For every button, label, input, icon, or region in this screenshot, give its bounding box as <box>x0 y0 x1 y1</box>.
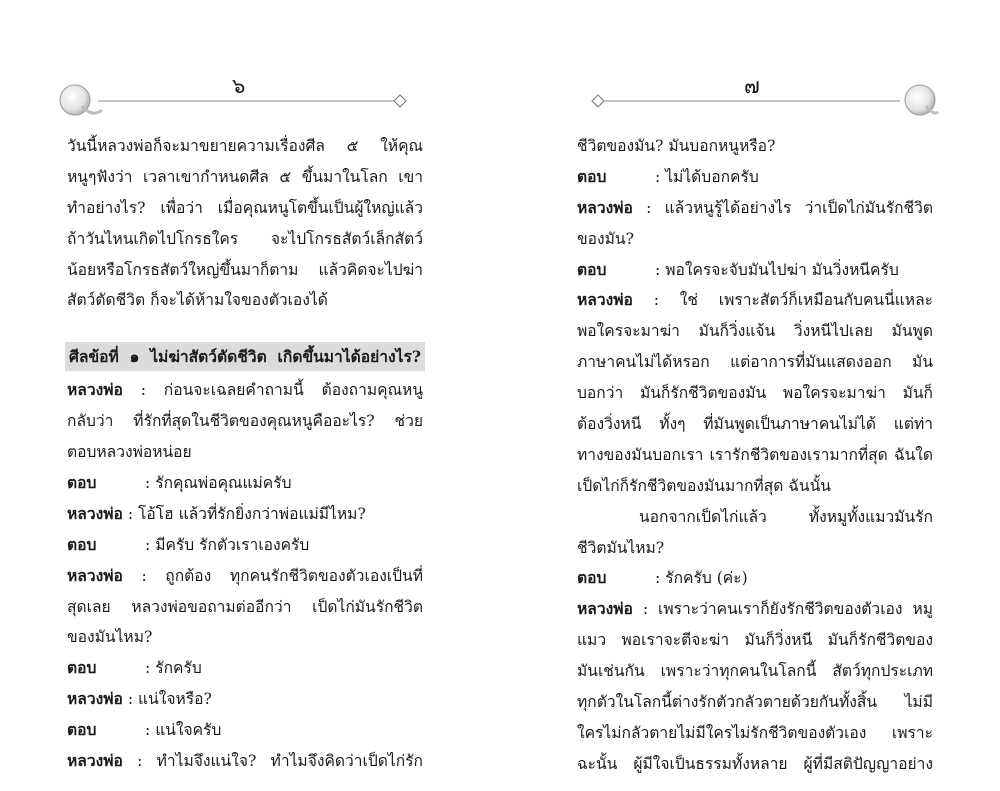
dialogue-text: : แน่ใจหรือ? <box>127 690 212 709</box>
dialogue-line <box>577 594 933 625</box>
body-line: ชีวิตมันไหม? <box>577 538 665 557</box>
dialogue-continuation: แมว พอเราจะตีจะฆ่า มันก็วิ่งหนี มันก็รักชีวิตของ <box>577 631 933 650</box>
speaker-label: หลวงพ่อ <box>577 599 633 619</box>
dialogue-line <box>577 285 933 316</box>
intro-line: สัตว์ตัดชีวิต ก็จะได้ห้ามใจของตัวเองได้ <box>67 291 328 310</box>
right-page <box>500 0 1000 791</box>
speaker-label: หลวงพ่อ <box>67 380 123 400</box>
dialogue-line <box>577 255 933 286</box>
speaker-label: หลวงพ่อ <box>67 751 123 771</box>
dialogue-line <box>67 375 423 406</box>
dialogue-text: : มีครับ รักตัวเราเองครับ <box>145 535 310 554</box>
section-heading: ศีลข้อที่ ๑ ไม่ฆ่าสัตว์ตัดชีวิต เกิดขึ้นมาได้อย่างไร? <box>65 342 425 371</box>
dialogue-continuation: ของมัน? <box>577 229 634 248</box>
dialogue-text: : ไม่ได้บอกครับ <box>655 167 759 186</box>
dialogue-continuation: พอใครจะมาฆ่า มันก็วิ่งแจ้น วิ่งหนีไปเลย มันพูด <box>577 322 933 341</box>
dialogue-text: : แน่ใจครับ <box>145 721 222 740</box>
dialogue-text: : แล้วหนูรู้ได้อย่างไร ว่าเป็ดไก่มันรักชีวิต <box>646 198 933 217</box>
dialogue-continuation: บอกว่า มันก็รักชีวิตของมัน พอใครจะมาฆ่า มันก็ <box>577 384 933 403</box>
dialogue-text: : ก่อนจะเฉลยคำถามนี้ ต้องถามคุณหนู <box>140 381 423 400</box>
dialogue-continuation: เป็ดไก่ก็รักชีวิตของมันมากที่สุด ฉันนั้น <box>577 476 831 495</box>
dialogue-line <box>67 499 423 530</box>
dialogue-text: : ถูกต้อง ทุกคนรักชีวิตของตัวเองเป็นที่ <box>141 566 423 585</box>
dialogue-text: : พอใครจะจับมันไปฆ่า มันวิ่งหนีครับ <box>655 260 899 279</box>
dialogue-line <box>67 715 423 746</box>
dialogue-continuation: ภาษาคนไม่ได้หรอก แต่อาการที่มันแสดงออก มัน <box>577 353 933 372</box>
speaker-label: ตอบ <box>577 166 607 186</box>
page-number: ๗ <box>744 74 760 98</box>
body-line: นอกจากเป็ดไก่แล้ว ทั้งหมูทั้งแมวมันรัก <box>639 507 933 526</box>
dialogue-text: : รักครับ (ค่ะ) <box>655 569 748 588</box>
dialogue-text: : ทำไมจึงแน่ใจ? ทำไมจึงคิดว่าเป็ดไก่รัก <box>137 752 423 771</box>
page-number: ๖ <box>232 74 246 98</box>
intro-line: ถ้าวันไหนเกิดไปโกรธใคร จะไปโกรธสัตว์เล็กสัตว์ <box>67 229 423 248</box>
speaker-label: หลวงพ่อ <box>67 565 123 585</box>
dialogue-line <box>67 468 423 499</box>
dialogue-text: : ใช่ เพราะสัตว์ก็เหมือนกับคนนี่แหละ <box>653 291 933 310</box>
speaker-label: ตอบ <box>577 259 607 279</box>
intro-line: วันนี้หลวงพ่อก็จะมาขยายความเรื่องศีล ๕ ให้คุณ <box>67 137 423 155</box>
speaker-label: หลวงพ่อ <box>577 197 633 217</box>
speaker-label: ตอบ <box>67 658 97 678</box>
intro-line: น้อยหรือโกรธสัตว์ใหญ่ขึ้นมาก็ตาม แล้วคิดจะไปฆ่า <box>67 260 423 279</box>
intro-line: หนูๆฟังว่า เวลาเขากำหนดศีล ๕ ขึ้นมาในโลก เขา <box>67 167 423 186</box>
dialogue-continuation: กลับว่า ที่รักที่สุดในชีวิตของคุณหนูคืออะไร? ช่วย <box>67 412 423 431</box>
dialogue-text: : รักครับ <box>145 659 202 678</box>
body-line: ชีวิตของมัน? มันบอกหนูหรือ? <box>577 137 776 155</box>
dialogue-text: : รักคุณพ่อคุณแม่ครับ <box>145 474 292 493</box>
dialogue-line <box>577 563 933 594</box>
speaker-label: ตอบ <box>577 568 607 588</box>
dialogue-text: : เพราะว่าคนเราก็ยังรักชีวิตของตัวเอง หมู <box>642 600 933 619</box>
intro-line: ทำอย่างไร? เพื่อว่า เมื่อคุณหนูโตขึ้นเป็นผู้ใหญ่แล้ว <box>67 198 423 217</box>
dialogue-continuation: ตอบหลวงพ่อหน่อย <box>67 443 192 462</box>
dialogue-line <box>67 746 423 777</box>
speaker-label: ตอบ <box>67 473 97 493</box>
left-body-text <box>67 131 423 777</box>
dialogue-continuation: ต้องวิ่งหนี ทั้งๆ ที่มันพูดเป็นภาษาคนไม่ได้ แต่ท่า <box>577 415 933 434</box>
dialogue-continuation: ของมันไหม? <box>67 628 153 647</box>
dialogue-line <box>577 193 933 224</box>
dialogue-line <box>67 684 423 715</box>
dialogue-line <box>67 530 423 561</box>
dialogue-continuation: มันเช่นกัน เพราะว่าทุกคนในโลกนี้ สัตว์ทุกประเภท <box>577 662 933 681</box>
speaker-label: หลวงพ่อ <box>67 689 123 709</box>
speaker-label: หลวงพ่อ <box>67 503 123 523</box>
dialogue-continuation: ใครไม่กลัวตายไม่มีใครไม่รักชีวิตของตัวเอง เพราะ <box>577 723 933 742</box>
page-header-ornament <box>580 84 940 120</box>
dialogue-text: : โอ้โฮ แล้วที่รักยิ่งกว่าพ่อแม่มีไหม? <box>127 504 366 523</box>
dialogue-line <box>67 561 423 592</box>
dialogue-continuation: ทุกตัวในโลกนี้ต่างรักตัวกลัวตายด้วยกันทั้งสิ้น ไม่มี <box>577 693 933 712</box>
dialogue-line <box>67 653 423 684</box>
dialogue-continuation: ทางของมันบอกเรา เรารักชีวิตของเรามากที่สุด ฉันใด <box>577 445 933 464</box>
speaker-label: ตอบ <box>67 720 97 740</box>
dialogue-line <box>577 162 933 193</box>
dialogue-continuation: สุดเลย หลวงพ่อขอถามต่ออีกว่า เป็ดไก่มันรักชีวิต <box>67 597 423 616</box>
right-body-text <box>577 131 933 780</box>
speaker-label: ตอบ <box>67 534 97 554</box>
dialogue-continuation: ฉะนั้น ผู้มีใจเป็นธรรมทั้งหลาย ผู้ที่มีสติปัญญาอย่าง <box>577 754 933 773</box>
speaker-label: หลวงพ่อ <box>577 290 633 310</box>
